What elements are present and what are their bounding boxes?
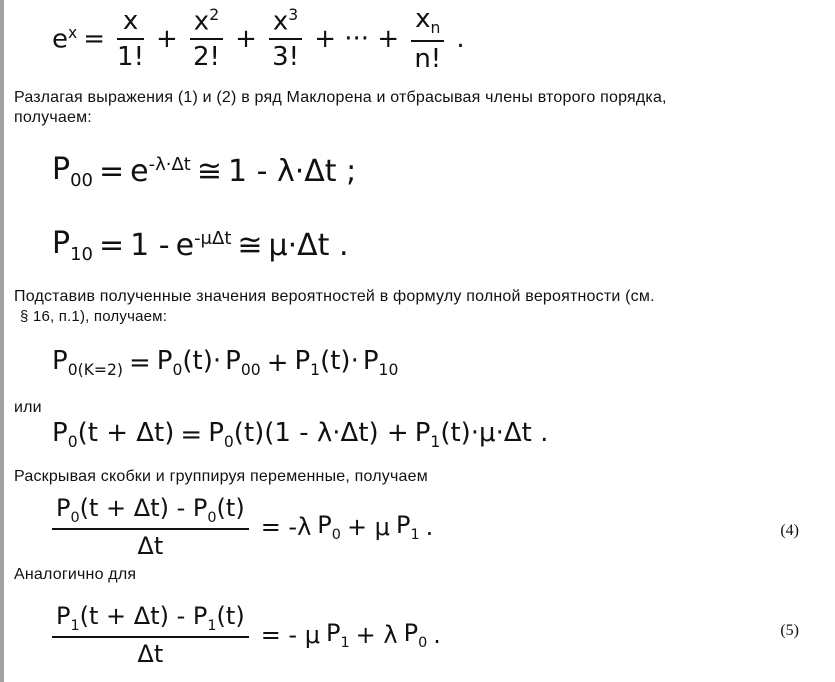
- fraction-term-3: $\frac{x^3}{3!}$: [269, 6, 302, 73]
- formula-expanded: $P_0(t + \Delta t)$ = $P_0(t)(1 - \lambda\cdot\Delta t)$ + $P_1(t)\cdot\mu\cdot\Delta t$ .: [52, 418, 549, 452]
- formula-4-fraction: $\frac{P_0(t + \Delta t) - P_0(t)}{\Delta t}$: [52, 494, 249, 560]
- page-edge-shadow: [0, 0, 4, 682]
- equals-sign: =: [83, 24, 106, 54]
- fraction-term-n: $\frac{x_n}{n!}$: [411, 4, 444, 73]
- fraction-term-1: $\frac{x}{1!}$: [117, 6, 144, 72]
- paragraph-4: Аналогично для: [14, 566, 137, 583]
- formula-5-fraction: $\frac{P_1(t + \Delta t) - P_1(t)}{\Delta t}$: [52, 602, 249, 668]
- paragraph-1-line-2: получаем:: [14, 109, 92, 126]
- paragraph-1-line-1: Разлагая выражения (1) и (2) в ряд Маклорена и отбрасывая члены второго порядка,: [14, 89, 667, 106]
- formula-p00: $P_{00}$ = $e^{-\lambda\cdot\Delta t}$ ≅ 1 - λ·Δt ;: [52, 151, 357, 191]
- formula-total-probability: $P_{0(K=2)}$ = $P_0(t)\cdot$ $P_{00}$ + $P_1(t)\cdot$ $P_{10}$: [52, 346, 399, 380]
- equation-number-5: (5): [780, 622, 799, 639]
- paragraph-3: Раскрывая скобки и группируя переменные, получаем: [14, 468, 428, 485]
- fraction-term-2: $\frac{x^2}{2!}$: [190, 6, 223, 73]
- formula-exp-series: $e^x$ = $\frac{x}{1!}$ + $\frac{x^2}{2!}$ + $\frac{x^3}{3!}$ + ··· + $\frac{x_n}{n!}$ .: [52, 4, 465, 74]
- formula-4: $\frac{P_0(t + \Delta t) - P_0(t)}{\Delta t}$ = -λ $P_0$ + μ $P_1$ .: [46, 494, 433, 560]
- formula-5: $\frac{P_1(t + \Delta t) - P_1(t)}{\Delta t}$ = - μ $P_1$ + λ $P_0$ .: [46, 600, 441, 670]
- word-or: или: [14, 399, 42, 416]
- formula-p10: $P_{10}$ = 1 - $e^{-\mu\Delta t}$ ≅ μ·Δt .: [52, 225, 349, 265]
- exp-lhs: $e^x$: [52, 23, 78, 55]
- equation-number-4: (4): [780, 522, 799, 539]
- paragraph-2-line-2: § 16, п.1), получаем:: [20, 308, 168, 325]
- paragraph-2-line-1: Подставив полученные значения вероятностей в формулу полной вероятности (см.: [14, 288, 655, 305]
